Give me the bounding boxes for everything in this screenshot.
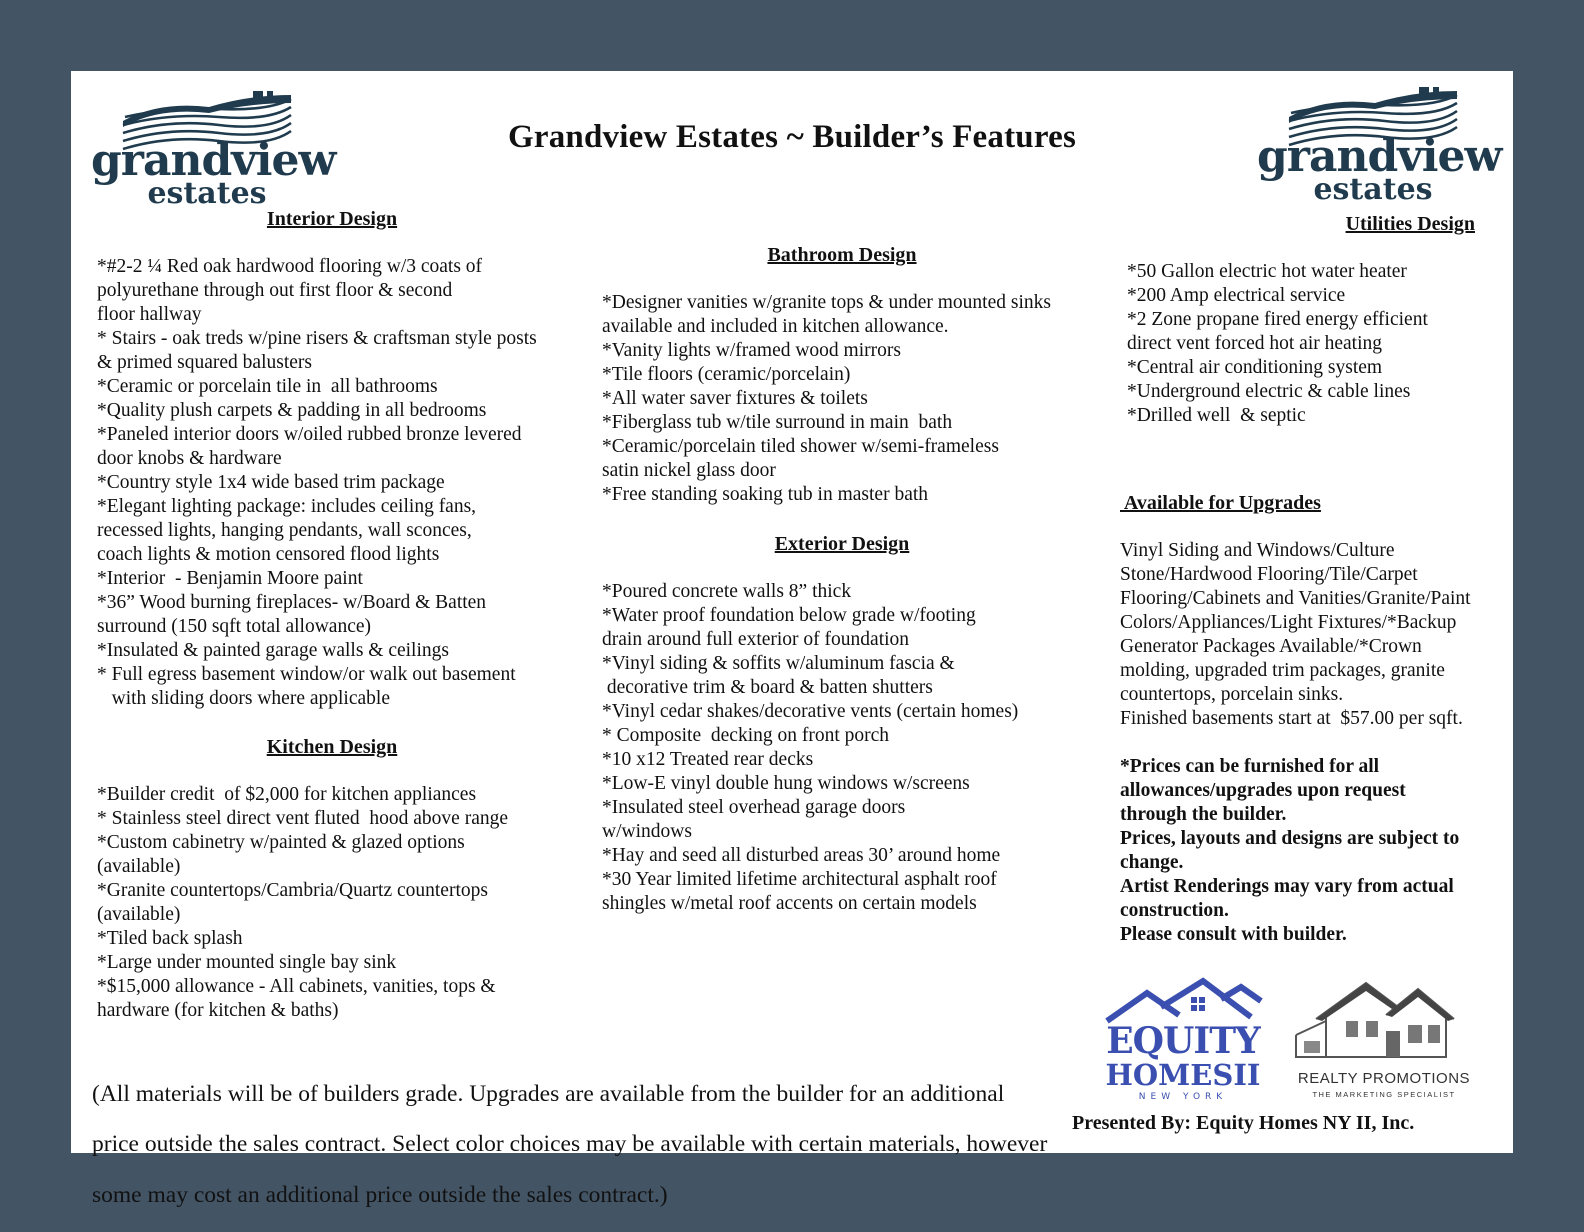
text-line: (available) <box>97 856 181 877</box>
text-line: *Ceramic or porcelain tile in all bathrooms <box>97 376 438 397</box>
text-line: *Designer vanities w/granite tops & under mounted sinks <box>602 292 1051 313</box>
equity-homes-logo <box>1101 977 1265 1107</box>
text-line: *$15,000 allowance - All cabinets, vanities, tops & <box>97 976 496 997</box>
text-line: *Quality plush carpets & padding in all bedrooms <box>97 400 487 421</box>
text-line: *Central air conditioning system <box>1127 357 1383 378</box>
text-line: * Composite decking on front porch <box>602 725 890 746</box>
text-line: door knobs & hardware <box>97 448 282 469</box>
text-line: direct vent forced hot air heating <box>1127 333 1383 354</box>
presented-by: Presented By: Equity Homes NY II, Inc. <box>1072 1112 1415 1134</box>
text-line: allowances/upgrades upon request <box>1120 780 1406 801</box>
text-line: satin nickel glass door <box>602 460 776 481</box>
text-line: recessed lights, hanging pendants, wall sconces, <box>97 520 472 541</box>
upgrades-list <box>1120 539 1510 731</box>
realty-logo-line-1: REALTY PROMOTIONS <box>1297 1070 1471 1087</box>
text-line: w/windows <box>602 821 692 842</box>
text-line: *Elegant lighting package: includes ceiling fans, <box>97 496 477 517</box>
text-line: *Tile floors (ceramic/porcelain) <box>602 364 851 385</box>
text-line: *Country style 1x4 wide based trim package <box>97 472 445 493</box>
text-line: *Large under mounted single bay sink <box>97 952 397 973</box>
flyer-sheet <box>71 71 1513 1208</box>
bathroom-heading: Bathroom Design <box>767 244 917 266</box>
text-line: price outside the sales contract. Select color choices may be available with certain materials, however <box>92 1131 1048 1157</box>
text-line: *30 Year limited lifetime architectural asphalt roof <box>602 869 997 890</box>
text-line: molding, upgraded trim packages, granite <box>1120 660 1445 681</box>
text-line: some may cost an additional price outside the sales contract.) <box>92 1181 668 1208</box>
equity-logo-line-1: EQUITY <box>1106 1020 1260 1062</box>
text-line: *Granite countertops/Cambria/Quartz countertops <box>97 880 488 901</box>
bathroom-section <box>602 243 1092 507</box>
utilities-section <box>1127 212 1497 428</box>
kitchen-list <box>97 783 567 1023</box>
text-line: coach lights & motion censored flood lights <box>97 544 440 565</box>
kitchen-section <box>97 735 567 1023</box>
text-line: Please consult with builder. <box>1120 924 1347 945</box>
text-line: decorative trim & board & batten shutters <box>602 677 933 698</box>
text-line: Artist Renderings may vary from actual <box>1120 876 1454 897</box>
text-line: construction. <box>1120 900 1229 921</box>
text-line: * Stainless steel direct vent fluted hood above range <box>97 808 509 829</box>
text-line: *Vinyl cedar shakes/decorative vents (certain homes) <box>602 701 1019 722</box>
logo-line-1: grandview <box>91 135 336 186</box>
exterior-list <box>602 580 1092 916</box>
exterior-heading: Exterior Design <box>774 533 910 555</box>
text-line: *Underground electric & cable lines <box>1127 381 1411 402</box>
text-line: *Low-E vinyl double hung windows w/screens <box>602 773 970 794</box>
text-line: Prices, layouts and designs are subject to <box>1120 828 1460 849</box>
text-line: Vinyl Siding and Windows/Culture <box>1120 540 1395 561</box>
text-line: change. <box>1120 852 1184 873</box>
utilities-heading: Utilities Design <box>1345 213 1475 235</box>
text-line: *Ceramic/porcelain tiled shower w/semi-frameless <box>602 436 999 457</box>
exterior-section <box>602 532 1092 916</box>
text-line: *Poured concrete walls 8” thick <box>602 581 852 602</box>
text-line: *Water proof foundation below grade w/footing <box>602 605 976 626</box>
text-line: Colors/Appliances/Light Fixtures/*Backup <box>1120 612 1457 633</box>
text-line: *Builder credit of $2,000 for kitchen appliances <box>97 784 477 805</box>
text-line: (available) <box>97 904 181 925</box>
text-line: through the builder. <box>1120 804 1287 825</box>
text-line: *Custom cabinetry w/painted & glazed options <box>97 832 465 853</box>
text-line: *Fiberglass tub w/tile surround in main bath <box>602 412 953 433</box>
text-line: *#2-2 ¼ Red oak hardwood flooring w/3 coats of <box>97 256 483 277</box>
text-line: countertops, porcelain sinks. <box>1120 684 1344 705</box>
realty-logo-line-2: THE MARKETING SPECIALIST <box>1312 1090 1456 1099</box>
equity-logo-line-3: NEW YORK <box>1138 1092 1228 1102</box>
text-line: surround (150 sqft total allowance) <box>97 616 372 637</box>
text-line: *10 x12 Treated rear decks <box>602 749 814 770</box>
text-line: * Full egress basement window/or walk out basement <box>97 664 516 685</box>
text-line: drain around full exterior of foundation <box>602 629 910 650</box>
text-line: *Paneled interior doors w/oiled rubbed bronze levered <box>97 424 522 445</box>
equity-logo-line-2: HOMESII <box>1105 1058 1261 1092</box>
text-line: shingles w/metal roof accents on certain models <box>602 893 977 914</box>
text-line: floor hallway <box>97 304 202 325</box>
logo-line-1: grandview <box>1257 131 1502 182</box>
text-line: *Vanity lights w/framed wood mirrors <box>602 340 901 361</box>
text-line: with sliding doors where applicable <box>97 688 390 709</box>
interior-list <box>97 255 567 711</box>
realty-promotions-logo <box>1286 975 1482 1105</box>
text-line: *Interior - Benjamin Moore paint <box>97 568 363 589</box>
text-line: *Insulated & painted garage walls & ceilings <box>97 640 449 661</box>
text-line: Generator Packages Available/*Crown <box>1120 636 1422 657</box>
page-title: Grandview Estates ~ Builder’s Features <box>508 119 1076 155</box>
text-line: *Insulated steel overhead garage doors <box>602 797 906 818</box>
text-line: *Drilled well & septic <box>1127 405 1306 426</box>
upgrades-notes <box>1120 755 1510 947</box>
bathroom-list <box>602 291 1092 507</box>
text-line: *2 Zone propane fired energy efficient <box>1127 309 1428 330</box>
text-line: & primed squared balusters <box>97 352 312 373</box>
interior-heading: Interior Design <box>266 208 398 230</box>
text-line: *Vinyl siding & soffits w/aluminum fascia & <box>602 653 955 674</box>
upgrades-heading: Available for Upgrades <box>1120 492 1321 514</box>
text-line: *Tiled back splash <box>97 928 243 949</box>
text-line: *36” Wood burning fireplaces- w/Board & Batten <box>97 592 487 613</box>
upgrades-section <box>1120 491 1510 947</box>
text-line: Stone/Hardwood Flooring/Tile/Carpet <box>1120 564 1418 585</box>
text-line: *Prices can be furnished for all <box>1120 756 1380 777</box>
kitchen-heading: Kitchen Design <box>266 736 398 758</box>
utilities-list <box>1127 260 1497 428</box>
text-line: * Stairs - oak treds w/pine risers & craftsman style posts <box>97 328 537 349</box>
text-line: *All water saver fixtures & toilets <box>602 388 868 409</box>
text-line: hardware (for kitchen & baths) <box>97 1000 339 1021</box>
text-line: *Hay and seed all disturbed areas 30’ around home <box>602 845 1001 866</box>
interior-section <box>97 207 567 711</box>
materials-disclaimer <box>92 1057 1072 1232</box>
text-line: polyurethane through out first floor & second <box>97 280 453 301</box>
text-line: (All materials will be of builders grade. Upgrades are available from the builder for an additional <box>92 1080 1005 1107</box>
text-line: available and included in kitchen allowance. <box>602 316 949 337</box>
text-line: Flooring/Cabinets and Vanities/Granite/Paint <box>1120 588 1471 609</box>
logo-line-2: estates <box>1313 172 1433 207</box>
house-illustration-icon <box>1286 975 1482 1063</box>
text-line: *Free standing soaking tub in master bath <box>602 484 929 505</box>
logo-line-2: estates <box>147 176 267 211</box>
text-line: *50 Gallon electric hot water heater <box>1127 261 1407 282</box>
text-line: Finished basements start at $57.00 per sqft. <box>1120 708 1463 729</box>
text-line: *200 Amp electrical service <box>1127 285 1346 306</box>
